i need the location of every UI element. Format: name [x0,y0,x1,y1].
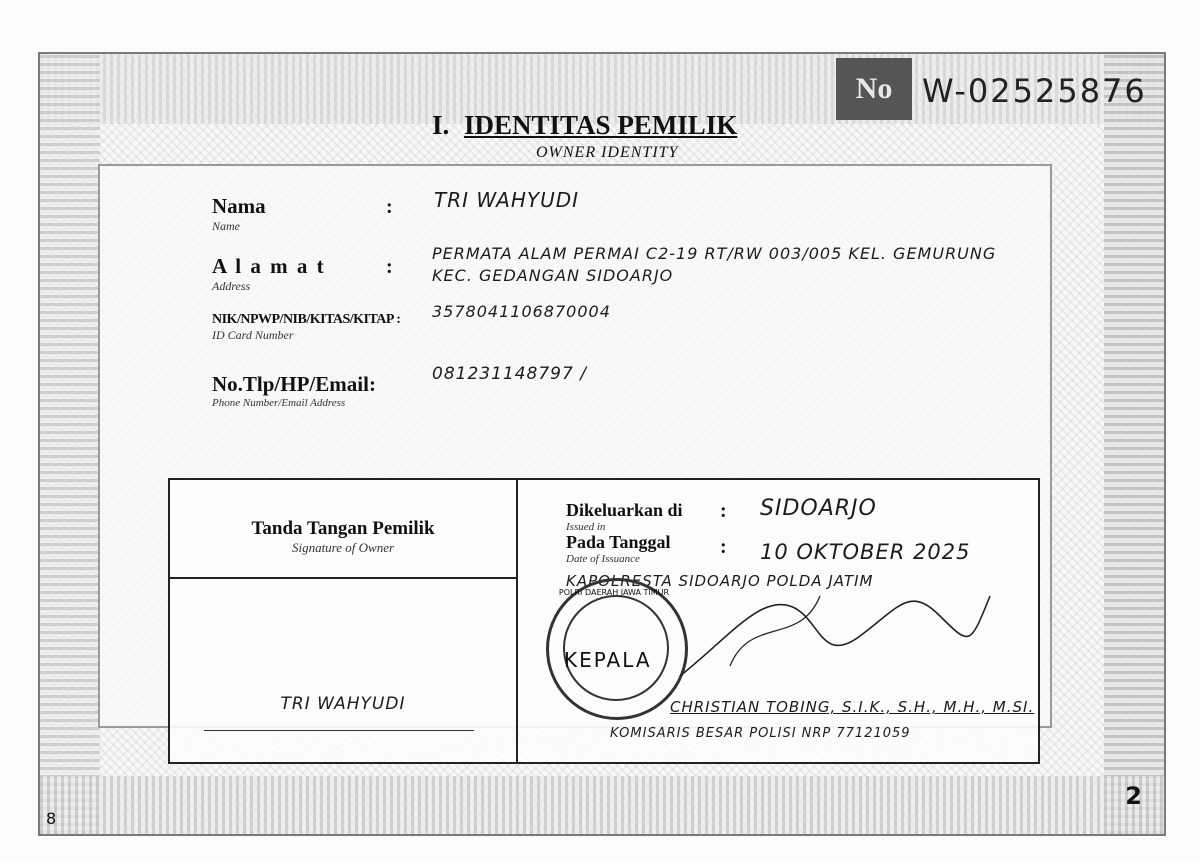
colon: : [386,196,393,218]
official-signature-scribble [670,576,1010,686]
field-phone-label: No.Tlp/HP/Email [212,372,369,396]
official-title: KAPOLRESTA SIDOARJO POLDA JATIM [566,572,874,590]
owner-name: TRI WAHYUDI [280,694,406,714]
field-id-value: 3578041106870004 [432,302,611,321]
number-label: No [836,58,912,120]
issued-label: Dikeluarkan di [566,500,683,520]
issued-in [566,500,683,533]
field-address-value-line2: KEC. GEDANGAN SIDOARJO [432,266,674,285]
field-phone: No.Tlp/HP/Email: Phone Number/Email Address [212,372,376,409]
owner-signature-label: Tanda Tangan Pemilik [251,518,435,539]
colon: : [386,256,393,278]
issued-value: SIDOARJO [760,496,877,521]
field-phone-sub: Phone Number/Email Address [212,397,346,409]
guilloche-right [1104,54,1164,834]
section-title-text: IDENTITAS PEMILIK [464,110,738,140]
signature-box [168,478,1040,764]
field-name-sub: Name [212,219,240,233]
issued-sub: Issued in [566,521,606,533]
date-value: 10 OKTOBER 2025 [760,540,971,564]
date-label: Pada Tanggal [566,532,671,552]
corner-mark: 8 [46,809,57,828]
section-number: I. [432,110,450,140]
field-id: NIK/NPWP/NIB/KITAS/KITAP : ID Card Number [212,312,401,342]
section-subtitle: OWNER IDENTITY [536,144,679,161]
certificate-page [38,52,1166,836]
issued-date [566,532,671,565]
owner-signature-sub: Signature of Owner [291,540,395,555]
owner-signature-line [204,730,474,731]
field-phone-value: 081231148797 / [432,364,587,384]
date-sub: Date of Issuance [566,553,640,565]
serial-number: W-02525876 [922,72,1147,110]
official-name: CHRISTIAN TOBING, S.I.K., S.H., M.H., M.SI. [670,698,1035,716]
field-name-value: TRI WAHYUDI [434,188,580,212]
official-rank: KOMISARIS BESAR POLISI NRP 77121059 [610,726,911,741]
guilloche-bottom [40,776,1164,834]
field-name-label: Nama [212,194,266,218]
page-number: 2 [1125,782,1142,810]
field-address-value: PERMATA ALAM PERMAI C2-19 RT/RW 003/005 KEL. GEMURUNG [432,244,997,263]
field-id-label: NIK/NPWP/NIB/KITAS/KITAP [212,312,394,327]
colon: : [720,500,727,522]
divider-horizontal [170,577,516,579]
divider-vertical [516,480,518,762]
owner-signature-header [170,518,516,556]
guilloche-left [40,54,100,834]
field-address-sub: Address [212,279,251,293]
field-name [212,194,266,234]
seal-ring-text: POLRI DAERAH JAWA TIMUR [558,588,670,597]
field-address-label: A l a m a t [212,254,326,278]
field-address [212,254,326,294]
colon: : [720,536,727,558]
section-title [432,110,737,141]
field-id-sub: ID Card Number [212,328,294,342]
seal-text: KEPALA [564,648,652,672]
